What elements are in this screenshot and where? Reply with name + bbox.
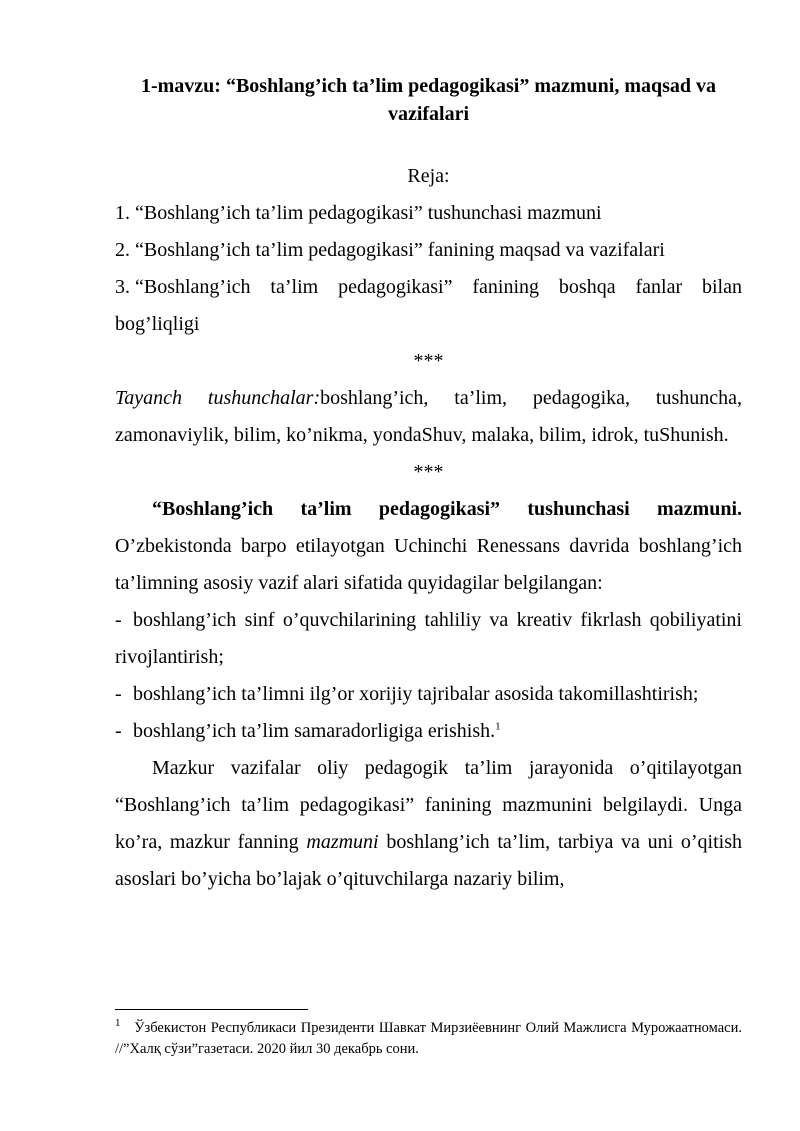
footnote-reference[interactable]: 1	[495, 720, 501, 733]
list-item-text: boshlang’ich sinf o’quvchilarining tahliliy va kreativ fikrlash qobiliyatini rivojlantirish;	[115, 609, 742, 668]
plan-item	[115, 232, 742, 269]
plan-item	[115, 195, 742, 232]
key-terms-label: Tayanch tushunchalar:	[115, 387, 321, 409]
list-item	[115, 676, 742, 713]
plan-list	[115, 195, 742, 343]
plan-item	[115, 269, 742, 343]
list-item-text: boshlang’ich ta’lim samaradorligiga erishish.	[133, 720, 496, 742]
footnote-text: Ўзбекистон Республикаси Президенти Шавкат Мирзиёевнинг Олий Мажлисга Мурожаатномаси. //”Халқ сўзи”газетаси. 2020 йил 30 декабрь сони.	[115, 1020, 742, 1057]
footnote-divider	[115, 1009, 308, 1010]
footnote	[115, 1018, 742, 1060]
plan-item-text: “Boshlang’ich ta’lim pedagogikasi” fanining boshqa fanlar bilan bog’liqligi	[115, 276, 742, 335]
list-item	[115, 602, 742, 676]
paragraph-italic-term: mazmuni	[306, 831, 379, 853]
plan-item-number: 3.	[115, 276, 130, 298]
plan-label: Reja:	[407, 165, 450, 187]
section-heading: “Boshlang’ich ta’lim pedagogikasi” tushunchasi mazmuni.	[152, 498, 742, 520]
section-text: O’zbekistonda barpo etilayotgan Uchinchi Renessans davrida boshlang’ich ta’limning asosiy vazif alari sifatida quyidagilar belgilangan:	[115, 535, 742, 594]
list-dash: -	[115, 720, 122, 742]
body-paragraph	[115, 750, 742, 898]
paragraph-text-start: Mazkur vazifalar oliy pedagogik ta’lim jarayonida o’qitilayotgan “Boshlang’ich ta’lim pedagogikasi” fanining mazmunini belgilaydi. Unga ko’ra, mazkur fanning	[115, 757, 742, 853]
page-title: 1-mavzu: “Boshlang’ich ta’lim pedagogikasi” mazmuni, maqsad va vazifalari	[140, 75, 717, 125]
list-dash: -	[115, 683, 122, 705]
key-terms-paragraph	[115, 380, 742, 454]
plan-item-number: 2.	[115, 239, 130, 261]
plan-item-text: “Boshlang’ich ta’lim pedagogikasi” fanining maqsad va vazifalari	[135, 239, 665, 261]
plan-item-number: 1.	[115, 202, 130, 224]
list-item	[115, 713, 742, 750]
key-terms-text: boshlang’ich, ta’lim, pedagogika, tushuncha, zamonaviylik, bilim, ko’nikma, yondaShuv, malaka, bilim, idrok, tuShunish.	[115, 387, 742, 446]
separator: ***	[413, 350, 444, 372]
footnote-number: 1	[115, 1017, 121, 1030]
paragraph-text-end: boshlang’ich ta’lim, tarbiya va uni o’qitish asoslari bo’yicha bo’lajak o’qituvchilarga nazariy bilim,	[115, 831, 743, 890]
list-dash: -	[115, 609, 122, 631]
document-page	[115, 72, 742, 898]
separator: ***	[413, 461, 444, 483]
plan-item-text: “Boshlang’ich ta’lim pedagogikasi” tushunchasi mazmuni	[135, 202, 602, 224]
section-paragraph	[115, 491, 742, 602]
list-item-text: boshlang’ich ta’limni ilg’or xorijiy tajribalar asosida takomillashtirish;	[133, 683, 699, 705]
